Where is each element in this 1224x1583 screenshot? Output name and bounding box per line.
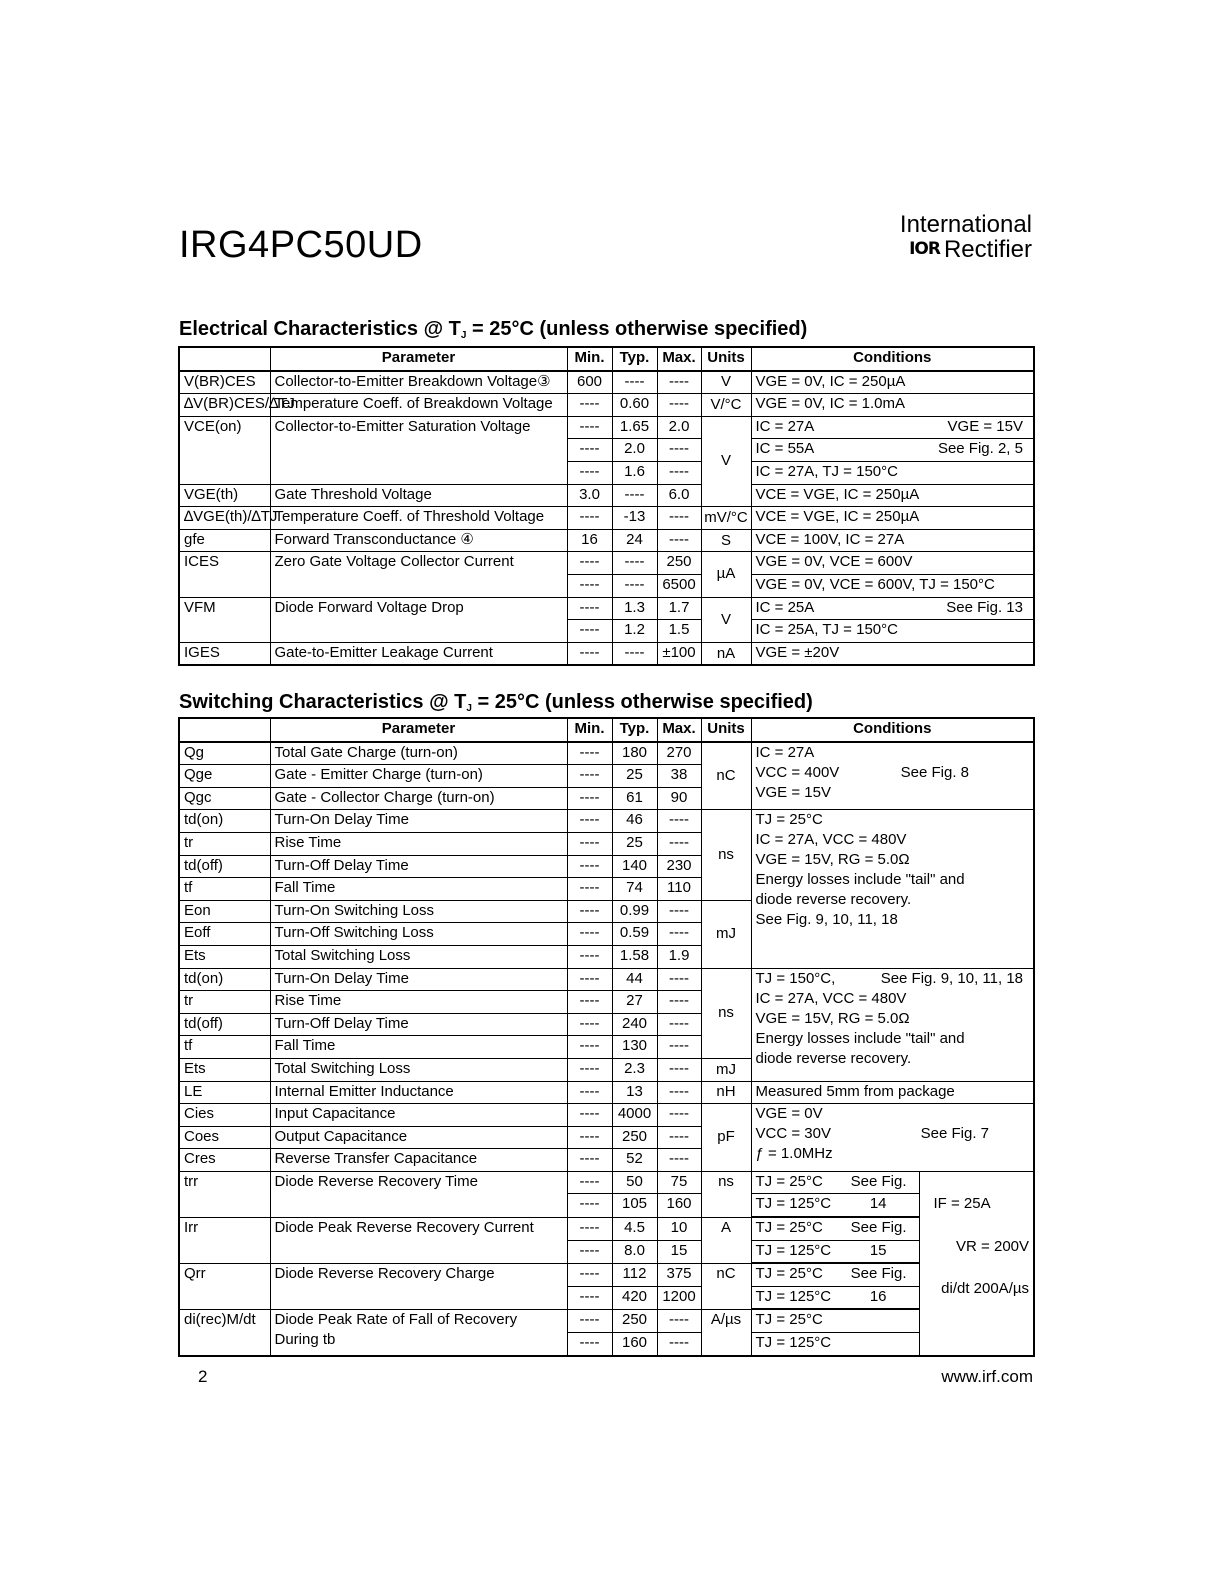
- param-symbol: Irr: [179, 1217, 270, 1263]
- param-symbol: Eoff: [179, 923, 270, 946]
- page-number: 2: [198, 1367, 208, 1386]
- table-row: [179, 1081, 1034, 1104]
- value-typ: 1.6: [612, 461, 657, 484]
- param-name: Turn-Off Delay Time: [270, 855, 567, 878]
- param-symbol: td(off): [179, 1013, 270, 1036]
- switching-title: Switching Characteristics @ $T_J = 25^\circ C$ (unless otherwise specified): [179, 691, 813, 714]
- param-symbol: Qge: [179, 765, 270, 788]
- param-symbol: Cres: [179, 1149, 270, 1172]
- value-min: 600: [567, 371, 612, 394]
- value-min: ----: [567, 1263, 612, 1286]
- value-typ: 46: [612, 810, 657, 833]
- conditions-gate-charge: IC = 27A VCC = 400V See Fig. 8 VGE = 15V: [751, 742, 1034, 810]
- value-units: ns: [701, 810, 751, 900]
- table-row: [179, 742, 1034, 765]
- param-name: Fall Time: [270, 878, 567, 901]
- brand-line2: Rectifier: [943, 236, 1032, 263]
- col-min: Min.: [567, 718, 612, 742]
- value-units: nA: [701, 642, 751, 665]
- value-max: 160: [657, 1194, 701, 1217]
- param-symbol: IGES: [179, 642, 270, 665]
- conditions: IC = 25A See Fig. 13: [751, 597, 1034, 620]
- value-min: ----: [567, 810, 612, 833]
- table-row: [179, 1171, 1034, 1194]
- value-typ: 25: [612, 765, 657, 788]
- param-name: Input Capacitance: [270, 1104, 567, 1127]
- value-min: ----: [567, 855, 612, 878]
- conditions-switching-150: TJ = 150°C, See Fig. 9, 10, 11, 18 IC = 27A, VCC = 480V VGE = 15V, RG = 5.0Ω Energy losses include "tail" and diode reverse recovery.: [751, 968, 1034, 1081]
- value-units: µA: [701, 552, 751, 597]
- param-symbol: tr: [179, 991, 270, 1014]
- value-typ: 105: [612, 1194, 657, 1217]
- param-name: Rise Time: [270, 991, 567, 1014]
- param-name: Diode Forward Voltage Drop: [270, 597, 567, 642]
- value-max: ----: [657, 1104, 701, 1127]
- value-max: 375: [657, 1263, 701, 1286]
- conditions: VCE = VGE, IC = 250µA: [751, 507, 1034, 530]
- value-max: 1200: [657, 1286, 701, 1309]
- switching-header: [179, 718, 1034, 742]
- param-name: Temperature Coeff. of Threshold Voltage: [270, 507, 567, 530]
- param-name: Collector-to-Emitter Saturation Voltage: [270, 416, 567, 484]
- value-typ: 44: [612, 968, 657, 991]
- value-typ: 1.58: [612, 945, 657, 968]
- value-max: ----: [657, 1149, 701, 1172]
- value-max: ----: [657, 900, 701, 923]
- value-typ: 1.3: [612, 597, 657, 620]
- value-max: ----: [657, 1126, 701, 1149]
- value-units: ns: [701, 968, 751, 1058]
- conditions-diode: TJ = 25°C: [751, 1309, 919, 1332]
- value-min: ----: [567, 416, 612, 439]
- value-min: ----: [567, 1309, 612, 1332]
- value-units: mJ: [701, 1058, 751, 1081]
- value-min: ----: [567, 832, 612, 855]
- value-min: ----: [567, 620, 612, 643]
- conditions: VGE = 0V, VCE = 600V: [751, 552, 1034, 575]
- value-min: ----: [567, 1036, 612, 1059]
- value-typ: 240: [612, 1013, 657, 1036]
- param-name: Diode Reverse Recovery Charge: [270, 1263, 567, 1309]
- value-units: S: [701, 529, 751, 552]
- value-units: nH: [701, 1081, 751, 1104]
- param-name: Diode Peak Rate of Fall of Recovery During tb: [270, 1309, 567, 1355]
- value-units: A/µs: [701, 1309, 751, 1355]
- value-min: ----: [567, 439, 612, 462]
- param-name: Fall Time: [270, 1036, 567, 1059]
- value-min: 16: [567, 529, 612, 552]
- value-min: ----: [567, 1126, 612, 1149]
- value-max: ----: [657, 1036, 701, 1059]
- value-max: ----: [657, 371, 701, 394]
- value-typ: 1.65: [612, 416, 657, 439]
- value-max: 1.5: [657, 620, 701, 643]
- brand-line2-row: [870, 237, 1032, 262]
- param-symbol: di(rec)M/dt: [179, 1309, 270, 1355]
- table-row: [179, 416, 1034, 439]
- conditions-diode: TJ = 125°C 15: [751, 1240, 919, 1263]
- value-min: ----: [567, 394, 612, 417]
- electrical-table: [178, 346, 1035, 666]
- value-typ: 180: [612, 742, 657, 765]
- value-min: ----: [567, 1081, 612, 1104]
- table-row: [179, 552, 1034, 575]
- value-min: ----: [567, 574, 612, 597]
- value-min: ----: [567, 1240, 612, 1263]
- table-row: [179, 1263, 1034, 1286]
- col-typ: Typ.: [612, 347, 657, 371]
- conditions: IC = 25A, TJ = 150°C: [751, 620, 1034, 643]
- table-row: [179, 810, 1034, 833]
- table-row: [179, 1309, 1034, 1332]
- value-max: ----: [657, 1309, 701, 1332]
- value-typ: 1.2: [612, 620, 657, 643]
- value-max: ±100: [657, 642, 701, 665]
- value-typ: ----: [612, 484, 657, 507]
- param-name: Total Gate Charge (turn-on): [270, 742, 567, 765]
- value-typ: 50: [612, 1171, 657, 1194]
- param-symbol: gfe: [179, 529, 270, 552]
- value-max: 15: [657, 1240, 701, 1263]
- col-units: Units: [701, 718, 751, 742]
- value-max: ----: [657, 394, 701, 417]
- value-max: 6.0: [657, 484, 701, 507]
- value-typ: ----: [612, 574, 657, 597]
- param-name: Turn-Off Delay Time: [270, 1013, 567, 1036]
- value-typ: -13: [612, 507, 657, 530]
- value-typ: 0.59: [612, 923, 657, 946]
- table-row: [179, 394, 1034, 417]
- col-min: Min.: [567, 347, 612, 371]
- value-min: ----: [567, 1333, 612, 1356]
- value-units: nC: [701, 742, 751, 810]
- param-name: Internal Emitter Inductance: [270, 1081, 567, 1104]
- param-symbol: Cies: [179, 1104, 270, 1127]
- value-max: ----: [657, 461, 701, 484]
- value-typ: 52: [612, 1149, 657, 1172]
- value-typ: ----: [612, 552, 657, 575]
- param-name: Turn-Off Switching Loss: [270, 923, 567, 946]
- value-typ: 250: [612, 1126, 657, 1149]
- value-max: ----: [657, 1081, 701, 1104]
- value-min: ----: [567, 1104, 612, 1127]
- col-parameter: Parameter: [270, 347, 567, 371]
- value-min: ----: [567, 461, 612, 484]
- param-symbol: Ets: [179, 1058, 270, 1081]
- value-min: ----: [567, 1194, 612, 1217]
- param-name: Gate Threshold Voltage: [270, 484, 567, 507]
- param-symbol: Coes: [179, 1126, 270, 1149]
- conditions: VGE = 0V, IC = 1.0mA: [751, 394, 1034, 417]
- value-typ: ----: [612, 371, 657, 394]
- value-min: ----: [567, 991, 612, 1014]
- conditions-capacitance: VGE = 0V VCC = 30V See Fig. 7 ƒ = 1.0MHz: [751, 1104, 1034, 1172]
- value-min: ----: [567, 765, 612, 788]
- conditions: VCE = 100V, IC = 27A: [751, 529, 1034, 552]
- value-typ: 2.3: [612, 1058, 657, 1081]
- value-max: 90: [657, 787, 701, 810]
- value-max: 270: [657, 742, 701, 765]
- conditions-diode: TJ = 25°C See Fig.: [751, 1263, 919, 1286]
- value-typ: 250: [612, 1309, 657, 1332]
- param-symbol: VCE(on): [179, 416, 270, 484]
- value-max: ----: [657, 1058, 701, 1081]
- value-max: ----: [657, 991, 701, 1014]
- param-name: Diode Reverse Recovery Time: [270, 1171, 567, 1217]
- electrical-header: [179, 347, 1034, 371]
- value-units: pF: [701, 1104, 751, 1172]
- param-symbol: VGE(th): [179, 484, 270, 507]
- switching-table: [178, 717, 1035, 1357]
- param-name: Gate-to-Emitter Leakage Current: [270, 642, 567, 665]
- value-max: 1.7: [657, 597, 701, 620]
- table-row: [179, 597, 1034, 620]
- table-row: [179, 507, 1034, 530]
- table-row: [179, 529, 1034, 552]
- value-units: A: [701, 1217, 751, 1263]
- param-symbol: td(on): [179, 810, 270, 833]
- col-conditions: Conditions: [751, 718, 1034, 742]
- value-min: ----: [567, 787, 612, 810]
- param-symbol: Ets: [179, 945, 270, 968]
- param-symbol: tf: [179, 1036, 270, 1059]
- param-name: Turn-On Delay Time: [270, 968, 567, 991]
- brand-logo: [870, 212, 1032, 262]
- param-symbol: td(on): [179, 968, 270, 991]
- param-symbol: Qrr: [179, 1263, 270, 1309]
- param-symbol: Qg: [179, 742, 270, 765]
- value-units: nC: [701, 1263, 751, 1309]
- value-min: ----: [567, 1013, 612, 1036]
- conditions: VGE = 0V, VCE = 600V, TJ = 150°C: [751, 574, 1034, 597]
- conditions-diode: TJ = 125°C 16: [751, 1286, 919, 1309]
- param-name: Output Capacitance: [270, 1126, 567, 1149]
- param-name: Gate - Collector Charge (turn-on): [270, 787, 567, 810]
- value-min: ----: [567, 1171, 612, 1194]
- value-max: 250: [657, 552, 701, 575]
- value-typ: 8.0: [612, 1240, 657, 1263]
- value-typ: 420: [612, 1286, 657, 1309]
- value-max: ----: [657, 529, 701, 552]
- table-row: [179, 484, 1034, 507]
- conditions-diode-common: IF = 25A VR = 200V di/dt 200A/µs: [919, 1171, 1034, 1355]
- col-units: Units: [701, 347, 751, 371]
- value-max: 10: [657, 1217, 701, 1240]
- value-max: 230: [657, 855, 701, 878]
- param-name: Rise Time: [270, 832, 567, 855]
- value-max: ----: [657, 1333, 701, 1356]
- value-max: ----: [657, 1013, 701, 1036]
- table-row: [179, 371, 1034, 394]
- value-min: ----: [567, 1149, 612, 1172]
- param-symbol: LE: [179, 1081, 270, 1104]
- col-max: Max.: [657, 347, 701, 371]
- value-max: ----: [657, 923, 701, 946]
- value-max: 38: [657, 765, 701, 788]
- value-min: ----: [567, 742, 612, 765]
- value-max: 75: [657, 1171, 701, 1194]
- part-number: IRG4PC50UD: [179, 224, 423, 266]
- param-symbol: VFM: [179, 597, 270, 642]
- param-name: Diode Peak Reverse Recovery Current: [270, 1217, 567, 1263]
- value-typ: 112: [612, 1263, 657, 1286]
- value-typ: 2.0: [612, 439, 657, 462]
- param-name: Zero Gate Voltage Collector Current: [270, 552, 567, 597]
- value-max: ----: [657, 507, 701, 530]
- value-min: ----: [567, 1058, 612, 1081]
- value-min: ----: [567, 968, 612, 991]
- value-units: V: [701, 371, 751, 394]
- value-min: ----: [567, 878, 612, 901]
- brand-mark-icon: IOR: [909, 239, 940, 259]
- value-max: 1.9: [657, 945, 701, 968]
- table-row: [179, 1104, 1034, 1127]
- param-symbol: V(BR)CES: [179, 371, 270, 394]
- param-name: Forward Transconductance ④: [270, 529, 567, 552]
- value-max: ----: [657, 810, 701, 833]
- value-typ: 160: [612, 1333, 657, 1356]
- conditions: IC = 27A VGE = 15V: [751, 416, 1034, 439]
- table-row: [179, 968, 1034, 991]
- value-typ: 4.5: [612, 1217, 657, 1240]
- param-name: Turn-On Switching Loss: [270, 900, 567, 923]
- param-symbol: Qgc: [179, 787, 270, 810]
- param-symbol: tr: [179, 832, 270, 855]
- param-name: Turn-On Delay Time: [270, 810, 567, 833]
- value-min: ----: [567, 923, 612, 946]
- col-typ: Typ.: [612, 718, 657, 742]
- value-min: ----: [567, 642, 612, 665]
- conditions: IC = 27A, TJ = 150°C: [751, 461, 1034, 484]
- conditions: VGE = 0V, IC = 250µA: [751, 371, 1034, 394]
- value-units: V: [701, 597, 751, 642]
- value-min: 3.0: [567, 484, 612, 507]
- value-min: ----: [567, 507, 612, 530]
- conditions: VCE = VGE, IC = 250µA: [751, 484, 1034, 507]
- electrical-title: Electrical Characteristics @ $T_J = 25^\circ C$ (unless otherwise specified): [179, 318, 808, 341]
- value-max: 6500: [657, 574, 701, 597]
- col-max: Max.: [657, 718, 701, 742]
- param-symbol: td(off): [179, 855, 270, 878]
- conditions-switching-25: TJ = 25°C IC = 27A, VCC = 480V VGE = 15V, RG = 5.0Ω Energy losses include "tail" and diode reverse recovery. See Fig. 9, 10, 11, 18: [751, 810, 1034, 968]
- value-units: V: [701, 416, 751, 506]
- value-min: ----: [567, 597, 612, 620]
- param-name: Total Switching Loss: [270, 945, 567, 968]
- value-units: mJ: [701, 900, 751, 968]
- param-symbol: ∆V(BR)CES/∆TJ: [179, 394, 270, 417]
- conditions-le: Measured 5mm from package: [751, 1081, 1034, 1104]
- value-typ: 0.99: [612, 900, 657, 923]
- param-name: Temperature Coeff. of Breakdown Voltage: [270, 394, 567, 417]
- value-min: ----: [567, 1286, 612, 1309]
- conditions-diode: TJ = 25°C See Fig.: [751, 1171, 919, 1194]
- value-units: V/°C: [701, 394, 751, 417]
- value-typ: ----: [612, 642, 657, 665]
- footer-url: www.irf.com: [941, 1367, 1033, 1386]
- conditions: IC = 55A See Fig. 2, 5: [751, 439, 1034, 462]
- value-typ: 27: [612, 991, 657, 1014]
- value-max: ----: [657, 968, 701, 991]
- value-max: 2.0: [657, 416, 701, 439]
- value-typ: 140: [612, 855, 657, 878]
- value-typ: 24: [612, 529, 657, 552]
- param-name: Collector-to-Emitter Breakdown Voltage③: [270, 371, 567, 394]
- value-typ: 61: [612, 787, 657, 810]
- value-max: 110: [657, 878, 701, 901]
- param-symbol: ICES: [179, 552, 270, 597]
- conditions-diode: TJ = 125°C: [751, 1333, 919, 1356]
- value-typ: 25: [612, 832, 657, 855]
- param-symbol: tf: [179, 878, 270, 901]
- param-symbol: Eon: [179, 900, 270, 923]
- value-typ: 4000: [612, 1104, 657, 1127]
- param-symbol: ∆VGE(th)/∆TJ: [179, 507, 270, 530]
- value-min: ----: [567, 945, 612, 968]
- conditions-diode: TJ = 125°C 14: [751, 1194, 919, 1217]
- col-conditions: Conditions: [751, 347, 1034, 371]
- conditions-diode: TJ = 25°C See Fig.: [751, 1217, 919, 1240]
- param-name: Total Switching Loss: [270, 1058, 567, 1081]
- value-min: ----: [567, 1217, 612, 1240]
- value-min: ----: [567, 900, 612, 923]
- col-parameter: Parameter: [270, 718, 567, 742]
- value-typ: 13: [612, 1081, 657, 1104]
- value-typ: 0.60: [612, 394, 657, 417]
- value-typ: 74: [612, 878, 657, 901]
- conditions: VGE = ±20V: [751, 642, 1034, 665]
- value-units: ns: [701, 1171, 751, 1217]
- value-max: ----: [657, 439, 701, 462]
- value-typ: 130: [612, 1036, 657, 1059]
- value-units: mV/°C: [701, 507, 751, 530]
- brand-line1: International: [899, 211, 1032, 238]
- table-row: [179, 1217, 1034, 1240]
- param-symbol: trr: [179, 1171, 270, 1217]
- param-name: Gate - Emitter Charge (turn-on): [270, 765, 567, 788]
- value-min: ----: [567, 552, 612, 575]
- param-name: Reverse Transfer Capacitance: [270, 1149, 567, 1172]
- table-row: [179, 642, 1034, 665]
- value-max: ----: [657, 832, 701, 855]
